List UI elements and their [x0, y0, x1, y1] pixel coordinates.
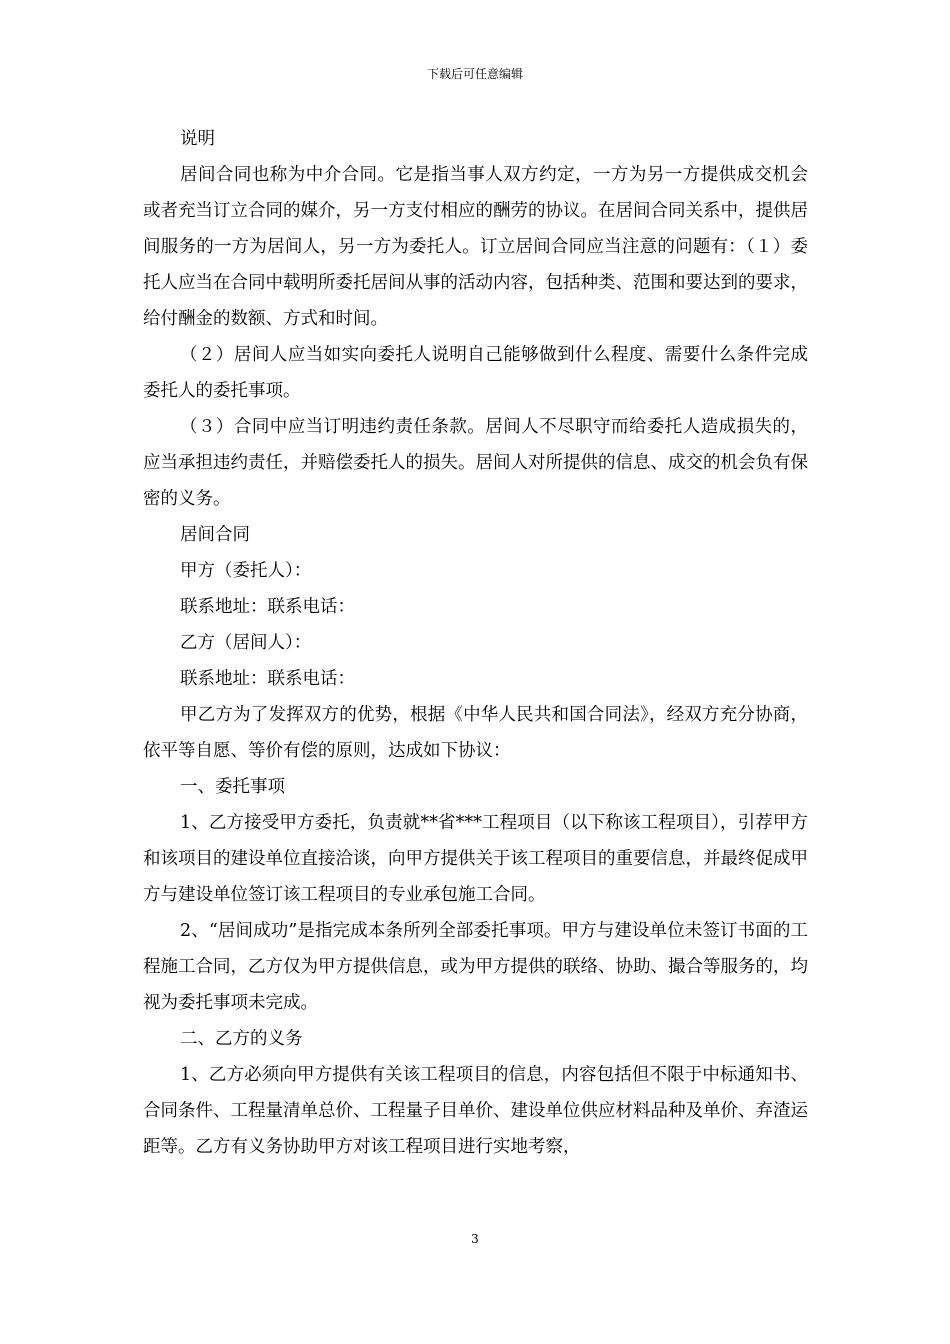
paragraph-intro: 居间合同也称为中介合同。它是指当事人双方约定，一方为另一方提供成交机会或者充当订立合同的媒介，另一方支付相应的酬劳的协议。在居间合同关系中，提供居间服务的一方为居间人，另一方为委托人。订立居间合同应当注意的问题有：（１）委托人应当在合同中载明所委托居间从事的活动内容，包括种类、范围和要达到的要求，给付酬金的数额、方式和时间。: [143, 165, 808, 329]
section-heading-explanation: 说明: [180, 129, 215, 149]
clause-1-1: 1、乙方接受甲方委托，负责就**省***工程项目（以下称该工程项目），引荐甲方和该项目的建设单位直接洽谈，向甲方提供关于该工程项目的重要信息，并最终促成甲方与建设单位签订该工程项目的专业承包施工合同。: [143, 813, 808, 905]
document-body: [143, 121, 808, 1165]
paragraph-point-3: （３）合同中应当订明违约责任条款。居间人不尽职守而给委托人造成损失的，应当承担违约责任，并赔偿委托人的损失。居间人对所提供的信息、成交的机会负有保密的义务。: [143, 417, 808, 509]
party-b-contact-line: 联系地址：联系电话：: [180, 669, 355, 689]
paragraph-agreement-preamble: 甲乙方为了发挥双方的优势，根据《中华人民共和国合同法》，经双方充分协商，依平等自愿、等价有偿的原则，达成如下协议：: [143, 705, 808, 761]
party-b-line: 乙方（居间人）：: [180, 633, 312, 653]
party-a-contact-line: 联系地址：联系电话：: [180, 597, 355, 617]
party-a-line: 甲方（委托人）：: [180, 561, 312, 581]
clause-1-2: 2、“居间成功”是指完成本条所列全部委托事项。甲方与建设单位未签订书面的工程施工合同，乙方仅为甲方提供信息，或为甲方提供的联络、协助、撮合等服务的，均视为委托事项未完成。: [143, 921, 808, 1013]
section-heading-1: 一、委托事项: [180, 777, 285, 797]
paragraph-point-2: （２）居间人应当如实向委托人说明自己能够做到什么程度、需要什么条件完成委托人的委托事项。: [143, 345, 808, 401]
clause-2-1: 1、乙方必须向甲方提供有关该工程项目的信息，内容包括但不限于中标通知书、合同条件、工程量清单总价、工程量子目单价、建设单位供应材料品种及单价、弃渣运距等。乙方有义务协助甲方对该工程项目进行实地考察，: [143, 1065, 808, 1157]
section-heading-2: 二、乙方的义务: [180, 1029, 303, 1049]
page-number: 3: [471, 1232, 479, 1246]
page-header-note: 下载后可任意编辑: [426, 67, 523, 81]
contract-title: 居间合同: [180, 525, 250, 545]
